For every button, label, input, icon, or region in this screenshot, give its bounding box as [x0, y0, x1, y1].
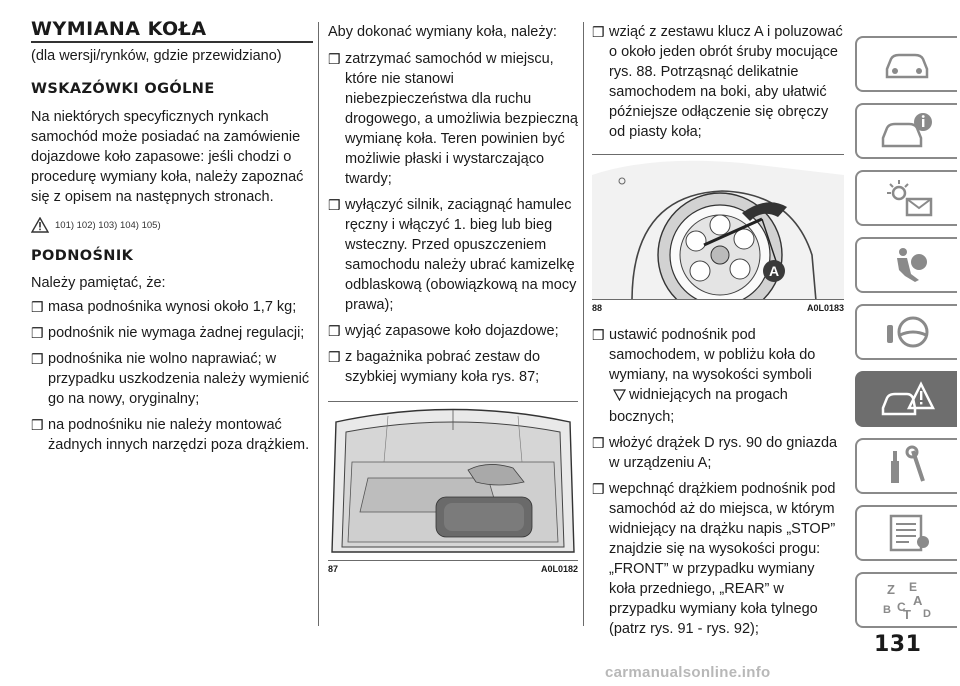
tab-car[interactable] [855, 36, 957, 92]
figure-87 [328, 401, 578, 574]
section-heading-jack: PODNOŚNIK [31, 248, 134, 264]
trunk-kit-illustration [328, 402, 578, 561]
svg-text:E: E [909, 580, 918, 594]
column-divider [583, 22, 584, 626]
chapter-tabs [855, 36, 960, 639]
tab-steering[interactable] [855, 304, 957, 360]
car-info-icon [879, 110, 935, 152]
technical-data-icon [879, 512, 935, 554]
figure-88 [592, 154, 844, 313]
checkbox-bullet-icon: ❒ [328, 349, 341, 365]
column-divider [318, 22, 319, 626]
svg-text:A: A [913, 593, 923, 608]
tab-emergency[interactable] [855, 371, 957, 427]
svg-text:B: B [883, 604, 891, 616]
checkbox-bullet-icon: ❒ [31, 299, 44, 315]
figure-87-image [328, 401, 578, 561]
checkbox-bullet-icon: ❒ [328, 51, 341, 67]
warning-references [31, 217, 313, 233]
figure-number: 88 [592, 303, 603, 313]
list-item: ❒ ustawić podnośnik pod samochodem, w pobliżu koła do wymiany, na wysokości symboli widniejących na progach bocznych; [592, 327, 816, 425]
warning-triangle-icon [31, 217, 49, 233]
list-item: ❒ zatrzymać samochód w miejscu, które nie stanowi niebezpieczeństwa dla ruchu drogowego, a umożliwia bezpieczną wymianę koła. Teren powinien być możliwie płaski i wystarczająco twardy; [328, 51, 578, 187]
list-item: ❒ masa podnośnika wynosi około 1,7 kg; [31, 299, 297, 315]
down-triangle-symbol-icon [613, 387, 629, 407]
figure-code: A0L0183 [806, 303, 844, 313]
dashboard-lights-icon [879, 177, 935, 219]
checkbox-bullet-icon: ❒ [31, 325, 44, 341]
figure-number: 87 [328, 564, 339, 574]
procedure-list-cont [592, 22, 844, 142]
list-item: ❒ na podnośniku nie należy montować żadnych innych narzędzi poza drążkiem. [31, 417, 310, 453]
emergency-warning-icon [879, 378, 935, 420]
list-item: ❒ podnośnik nie wymaga żadnej regulacji; [31, 325, 305, 341]
page-number: 131 [874, 632, 922, 657]
procedure-list-bottom [592, 325, 844, 639]
steering-wheel-icon [879, 311, 935, 353]
list-item: ❒ wziąć z zestawu klucz A i poluzować o około jeden obrót śruby mocujące rys. 88. Potrząsnąć delikatnie samochodem na boki, aby ułatwić późniejsze odłączenie się obręczy od piasty koła; [592, 24, 843, 140]
section-heading-general: WSKAZÓWKI OGÓLNE [31, 81, 215, 97]
page-title: WYMIANA KOŁA [31, 18, 207, 40]
figure-88-image [592, 154, 844, 300]
checkbox-bullet-icon: ❒ [592, 481, 605, 497]
figure-88-caption [592, 303, 844, 313]
tab-technical-data[interactable] [855, 505, 957, 561]
jack-list [31, 297, 313, 455]
general-text: Na niektórych specyficznych rynkach samochód może posiadać na zamówienie dojazdowe koło zapasowe: jeśli chodzi o procedurę wymiany koła, należy zapoznać się z opisem na następnych stronach. [31, 109, 304, 205]
svg-text:Z: Z [887, 582, 895, 597]
tab-dashboard-lights[interactable] [855, 170, 957, 226]
wheel-wrench-illustration [592, 155, 844, 300]
index-letters-icon [879, 579, 935, 621]
tab-airbag-safety[interactable] [855, 237, 957, 293]
checkbox-bullet-icon: ❒ [592, 435, 605, 451]
page-subtitle: (dla wersji/rynków, gdzie przewidziano) [31, 48, 282, 64]
tab-car-info[interactable] [855, 103, 957, 159]
figure-code: A0L0182 [540, 564, 578, 574]
column-2 [328, 22, 578, 574]
title-underline [31, 41, 313, 43]
airbag-safety-icon [879, 244, 935, 286]
column-3 [592, 22, 844, 645]
tab-maintenance[interactable] [855, 438, 957, 494]
watermark: carmanualsonline.info [605, 664, 771, 681]
list-item: ❒ wyłączyć silnik, zaciągnąć hamulec ręczny i włączyć 1. bieg lub bieg wsteczny. Przed opuszczeniem samochodu należy ubrać kamizelkę odblaskową (obowiązkową na mocy prawa); [328, 197, 577, 313]
jack-intro: Należy pamiętać, że: [31, 275, 166, 291]
svg-text:T: T [903, 607, 911, 621]
procedure-intro: Aby dokonać wymiany koła, należy: [328, 24, 557, 40]
car-icon [879, 43, 935, 85]
figure-label-a: A [768, 263, 780, 279]
column-1 [31, 18, 313, 461]
warning-refs-text: 101) 102) 103) 104) 105) [55, 219, 161, 231]
checkbox-bullet-icon: ❒ [328, 323, 341, 339]
list-item: ❒ wepchnąć drążkiem podnośnik pod samochód aż do miejsca, w którym widniejący na drążku napis „STOP” znajdzie się na wysokości progu: „FRONT” w przypadku wymiany koła przedniego, „REAR” w przypadku wymiany koła tylnego (patrz rys. 91 - rys. 92); [592, 481, 836, 637]
list-item: ❒ podnośnika nie wolno naprawiać; w przypadku uszkodzenia należy wymienić go na nowy, oryginalny; [31, 351, 310, 407]
checkbox-bullet-icon: ❒ [328, 197, 341, 213]
maintenance-tools-icon [879, 445, 935, 487]
checkbox-bullet-icon: ❒ [592, 24, 605, 40]
list-item: ❒ wyjąć zapasowe koło dojazdowe; [328, 323, 559, 339]
list-item: ❒ z bagażnika pobrać zestaw do szybkiej wymiany koła rys. 87; [328, 349, 541, 385]
figure-87-caption [328, 564, 578, 574]
checkbox-bullet-icon: ❒ [592, 327, 605, 343]
procedure-list [328, 49, 578, 387]
list-item: ❒ włożyć drążek D rys. 90 do gniazda w urządzeniu A; [592, 435, 838, 471]
svg-text:D: D [923, 608, 931, 620]
tab-index[interactable] [855, 572, 957, 628]
checkbox-bullet-icon: ❒ [31, 417, 44, 433]
checkbox-bullet-icon: ❒ [31, 351, 44, 367]
svg-text:C: C [897, 600, 906, 614]
